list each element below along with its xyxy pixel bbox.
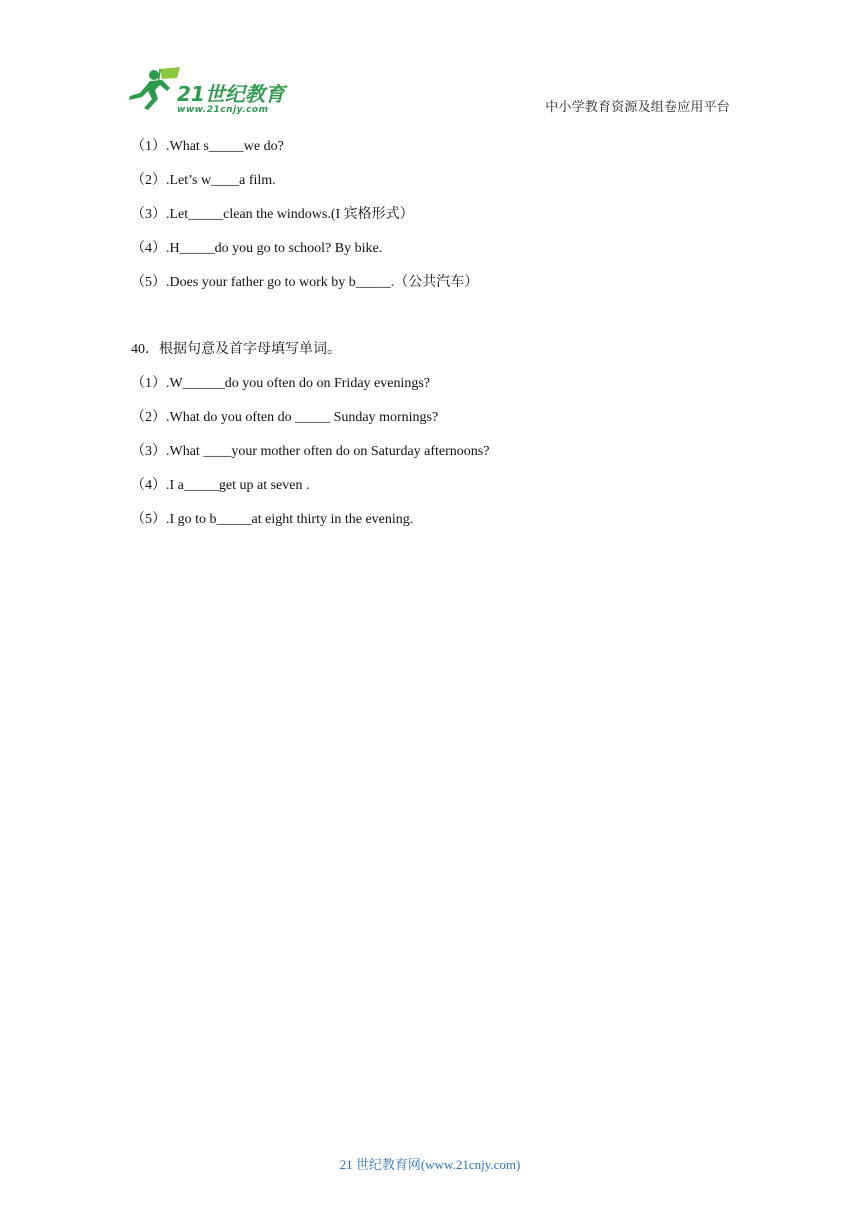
question-39-item-2: （2）.Let’s w____a film. [131,173,276,188]
platform-slogan: 中小学教育资源及组卷应用平台 [545,100,730,115]
running-man-flag-icon [122,66,292,116]
logo-url-text: www.21cnjy.com [177,105,269,115]
page-header [0,0,860,125]
question-39-item-3: （3）.Let_____clean the windows.(I 宾格形式） [131,207,414,222]
question-39-item-1: （1）.What s_____we do? [131,139,284,154]
question-39-item-4: （4）.H_____do you go to school? By bike. [131,241,383,256]
question-40-item-3: （3）.What ____your mother often do on Saturday afternoons? [131,444,490,459]
question-40-item-5: （5）.I go to b_____at eight thirty in the evening. [131,512,414,527]
question-40-item-4: （4）.I a_____get up at seven . [131,478,310,493]
question-40-item-1: （1）.W______do you often do on Friday evenings? [131,376,431,391]
question-39-item-5: （5）.Does your father go to work by b_____.（公共汽车） [131,275,479,290]
logo-brand-text: 21世纪教育 [177,82,285,106]
question-40-item-2: （2）.What do you often do _____ Sunday mornings? [131,410,439,425]
page-footer: 21 世纪教育网(www.21cnjy.com) [339,1157,521,1172]
site-logo [122,66,292,116]
question-40-title: 40．根据句意及首字母填写单词。 [131,342,341,357]
